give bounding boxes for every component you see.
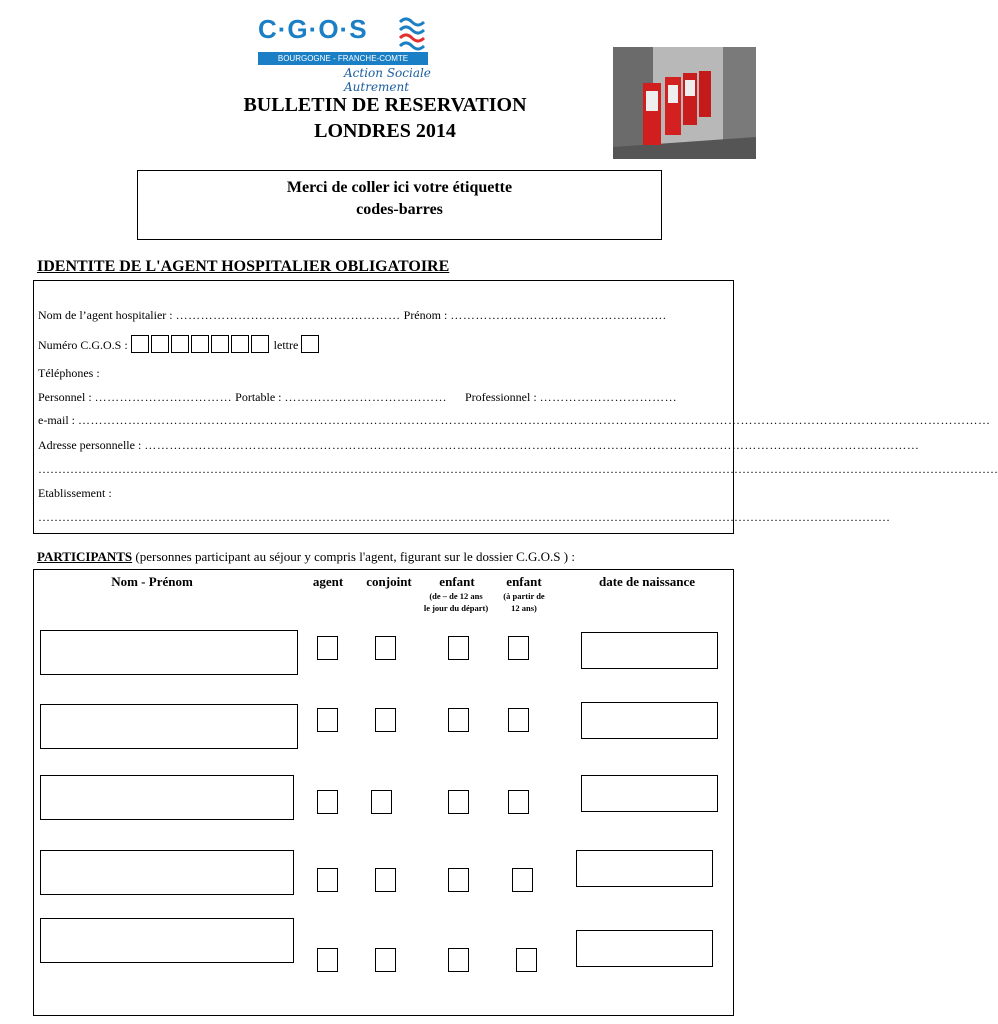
logo-wave-icon <box>398 14 428 50</box>
barcode-sticker-area <box>137 170 662 240</box>
numero-digit-box[interactable] <box>211 335 229 353</box>
logo-region-bar: BOURGOGNE - FRANCHE-COMTE <box>258 52 428 65</box>
numero-digit-box[interactable] <box>151 335 169 353</box>
email-field[interactable]: ………………………………………………………………………………………………………………………………………………………………………………………………… <box>77 413 991 427</box>
photo-illustration <box>613 47 756 159</box>
nom-label: Nom de l’agent hospitalier : <box>38 308 173 322</box>
col-enfant-plus-12-note-1: (à partir de <box>503 591 545 601</box>
participants-note: (personnes participant au séjour y compris l'agent, figurant sur le dossier C.G.O.S ) : <box>135 549 575 564</box>
agent-checkbox[interactable] <box>317 868 338 892</box>
enfant-plus-12-checkbox[interactable] <box>508 636 529 660</box>
enfant-moins-12-checkbox[interactable] <box>448 948 469 972</box>
col-enfant-plus-12-note-2: 12 ans) <box>511 603 537 613</box>
personnel-field[interactable]: …………………………… <box>94 390 233 404</box>
col-enfant-plus-12: enfant <box>506 574 542 589</box>
enfant-plus-12-checkbox[interactable] <box>512 868 533 892</box>
etablissement-label: Etablissement : <box>38 486 112 500</box>
col-conjoint: conjoint <box>366 574 412 589</box>
conjoint-checkbox[interactable] <box>375 868 396 892</box>
title-line-2: LONDRES 2014 <box>314 120 456 142</box>
enfant-moins-12-checkbox[interactable] <box>448 708 469 732</box>
identity-box <box>33 280 998 534</box>
participant-name-field[interactable] <box>40 850 294 895</box>
identity-heading: IDENTITE DE L'AGENT HOSPITALIER OBLIGATOIRE <box>37 258 450 275</box>
col-enfant-moins-12-note-1: (de – de 12 ans <box>429 591 483 601</box>
agent-checkbox[interactable] <box>317 790 338 814</box>
agent-checkbox[interactable] <box>317 636 338 660</box>
col-agent: agent <box>312 574 344 589</box>
sticker-text-1: Merci de coller ici votre étiquette <box>286 179 513 196</box>
participant-name-field[interactable] <box>40 704 298 749</box>
sticker-text-2: codes-barres <box>356 201 443 218</box>
lettre-label: lettre <box>273 338 299 352</box>
birthdate-field[interactable] <box>576 850 713 887</box>
agent-checkbox[interactable] <box>317 948 338 972</box>
numero-boxes <box>131 338 274 352</box>
personnel-label: Personnel : <box>38 390 92 404</box>
title-line-1: BULLETIN DE RESERVATION <box>243 94 527 116</box>
email-label: e-mail : <box>38 413 75 427</box>
conjoint-checkbox[interactable] <box>371 790 392 814</box>
portable-field[interactable]: ………………………………… <box>284 390 447 404</box>
numero-digit-box[interactable] <box>251 335 269 353</box>
participant-name-field[interactable] <box>40 775 294 820</box>
enfant-moins-12-checkbox[interactable] <box>448 790 469 814</box>
nom-field[interactable]: ……………………………………………… <box>175 308 401 322</box>
participant-name-field[interactable] <box>40 630 298 675</box>
numero-digit-box[interactable] <box>191 335 209 353</box>
numero-label: Numéro C.G.O.S : <box>38 338 128 352</box>
portable-label: Portable : <box>235 390 282 404</box>
numero-digit-box[interactable] <box>231 335 249 353</box>
participant-name-field[interactable] <box>40 918 294 963</box>
lettre-box[interactable] <box>301 335 319 353</box>
adresse-line <box>38 438 920 453</box>
enfant-plus-12-checkbox[interactable] <box>508 708 529 732</box>
birthdate-field[interactable] <box>581 632 718 669</box>
enfant-moins-12-checkbox[interactable] <box>448 868 469 892</box>
adresse-field[interactable]: …………………………………………………………………………………………………………………………………………………………………… <box>144 438 920 452</box>
birthdate-field[interactable] <box>581 775 718 812</box>
participants-box <box>33 569 734 1016</box>
col-enfant-moins-12-note-2: le jour du départ) <box>423 603 489 613</box>
conjoint-checkbox[interactable] <box>375 948 396 972</box>
conjoint-checkbox[interactable] <box>375 708 396 732</box>
prenom-field[interactable]: ……………………………………………. <box>450 308 667 322</box>
email-line <box>38 413 991 428</box>
professionnel-label: Professionnel : <box>465 390 537 404</box>
professionnel-field[interactable]: …………………………… <box>539 390 678 404</box>
enfant-plus-12-checkbox[interactable] <box>508 790 529 814</box>
numero-digit-box[interactable] <box>171 335 189 353</box>
adresse-field-2[interactable]: …………………………………………………………………………………………………………………………………………………………………………………………………………………… <box>38 462 998 476</box>
enfant-plus-12-checkbox[interactable] <box>516 948 537 972</box>
numero-line <box>38 335 321 353</box>
adresse-label: Adresse personnelle : <box>38 438 142 452</box>
etablissement-field[interactable]: …………………………………………………………………………………………………………………………………………………………………………………………… <box>38 510 890 524</box>
prenom-label: Prénom : <box>403 308 448 322</box>
conjoint-checkbox[interactable] <box>375 636 396 660</box>
participants-heading-line <box>37 549 575 565</box>
phones-line <box>38 390 677 405</box>
logo-tagline: Action Sociale Autrement <box>344 66 431 94</box>
participants-heading: PARTICIPANTS <box>37 549 133 564</box>
nom-prenom-line <box>38 308 666 323</box>
enfant-moins-12-checkbox[interactable] <box>448 636 469 660</box>
cgos-logo <box>258 14 488 94</box>
birthdate-field[interactable] <box>581 702 718 739</box>
col-date-naissance: date de naissance <box>598 574 696 589</box>
logo-letters: C·G·O·S <box>258 14 368 44</box>
telephones-label: Téléphones : <box>38 366 100 380</box>
col-nom-prenom: Nom - Prénom <box>111 574 193 589</box>
red-telephone-boxes-photo <box>613 47 756 159</box>
numero-digit-box[interactable] <box>131 335 149 353</box>
agent-checkbox[interactable] <box>317 708 338 732</box>
col-enfant-moins-12: enfant <box>439 574 475 589</box>
birthdate-field[interactable] <box>576 930 713 967</box>
